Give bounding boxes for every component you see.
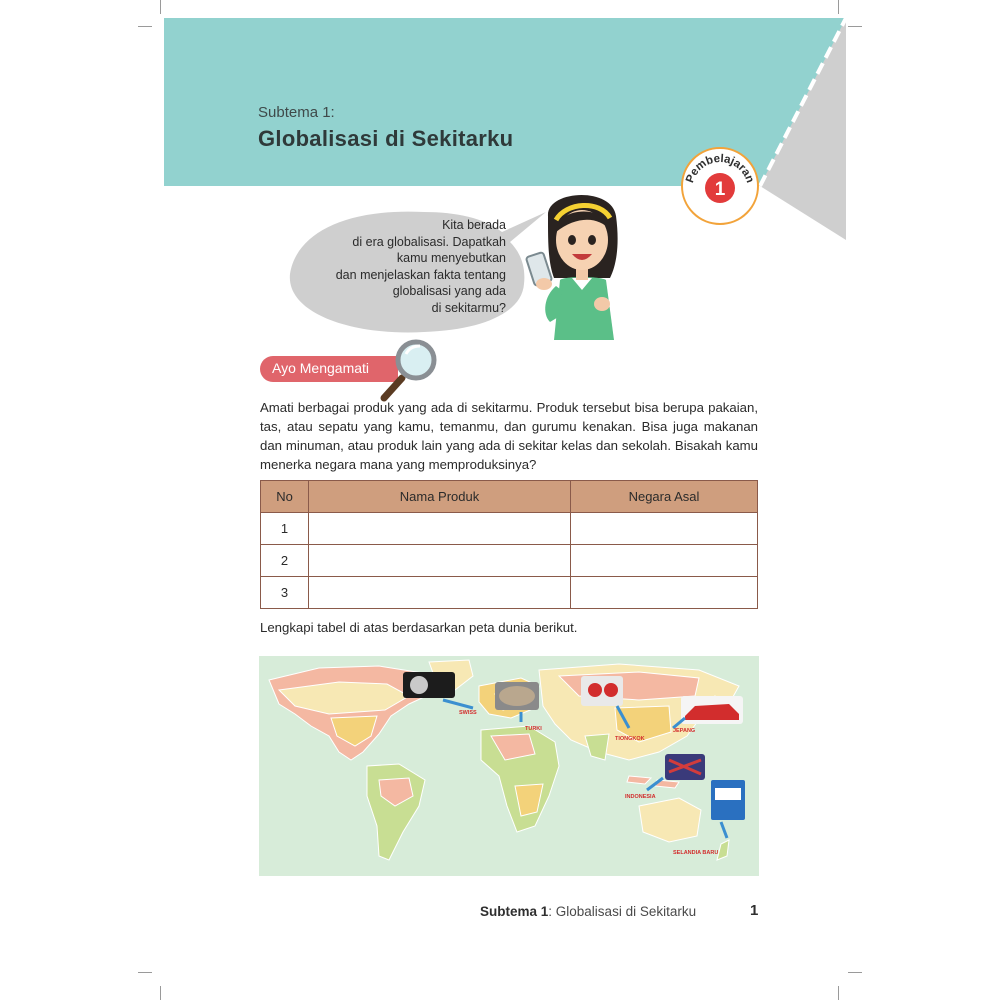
table-cell-country[interactable] [571,577,758,609]
speech-line: di sekitarmu? [431,300,506,315]
map-label-turki: TURKI [525,726,542,732]
badge-number: 1 [714,179,726,200]
map-label-selandia-baru: SELANDIA BARU [673,850,719,856]
table-cell-product[interactable] [309,545,571,577]
speech-line: kamu menyebutkan [396,251,506,265]
table-row [261,577,758,609]
crop-mark [848,972,862,973]
lesson-badge [680,146,760,226]
map-label-swiss: SWISS [459,710,477,716]
footer-subtema: Subtema 1 [480,904,549,919]
world-map [259,656,759,876]
girl-with-phone-illustration [520,186,640,340]
section-tag-label: Ayo Mengamati [272,360,370,376]
speech-bubble-text [316,217,506,316]
magnifier-icon [378,336,444,402]
table-cell-country[interactable] [571,545,758,577]
speech-line: Kita berada [442,218,506,232]
instruction-paragraph: Amati berbagai produk yang ada di sekitarmu. Produk tersebut bisa berupa pakaian, tas, atau sepatu yang kamu, temanmu, dan gurumu kenakan. Bisa juga makanan dan minuman, atau produk lain yang ada di sekitar kelas dan sekolah. Bisakah kamu menerka negara mana yang memproduksinya? [260,400,758,472]
badge-word: Pembelajaran [684,152,756,185]
footer-title: : Globalisasi di Sekitarku [548,904,697,919]
table-header-no: No [261,481,309,513]
page-number: 1 [750,902,759,919]
table-cell-no: 2 [261,545,309,577]
map-label-indonesia: INDONESIA [625,794,656,800]
speech-line: dan menjelaskan fakta tentang [335,267,506,282]
crop-mark [160,986,161,1000]
map-label-tiongkok: TIONGKOK [615,736,645,742]
map-instruction: Lengkapi tabel di atas berdasarkan peta dunia berikut. [260,620,578,635]
page-title: Globalisasi di Sekitarku [258,126,514,151]
table-header-row [261,481,758,513]
subtema-label: Subtema 1: [258,104,335,121]
table-header-country: Negara Asal [571,481,758,513]
map-label-jepang: JEPANG [673,728,696,734]
product-table [260,480,758,609]
page-footer [480,904,696,919]
table-cell-product[interactable] [309,577,571,609]
crop-mark [838,986,839,1000]
table-cell-country[interactable] [571,513,758,545]
table-cell-product[interactable] [309,513,571,545]
table-cell-no: 3 [261,577,309,609]
table-cell-no: 1 [261,513,309,545]
table-row [261,513,758,545]
speech-line: globalisasi yang ada [392,284,506,298]
crop-mark [138,972,152,973]
speech-line: di era globalisasi. Dapatkah [352,234,506,249]
table-row [261,545,758,577]
table-header-product: Nama Produk [309,481,571,513]
